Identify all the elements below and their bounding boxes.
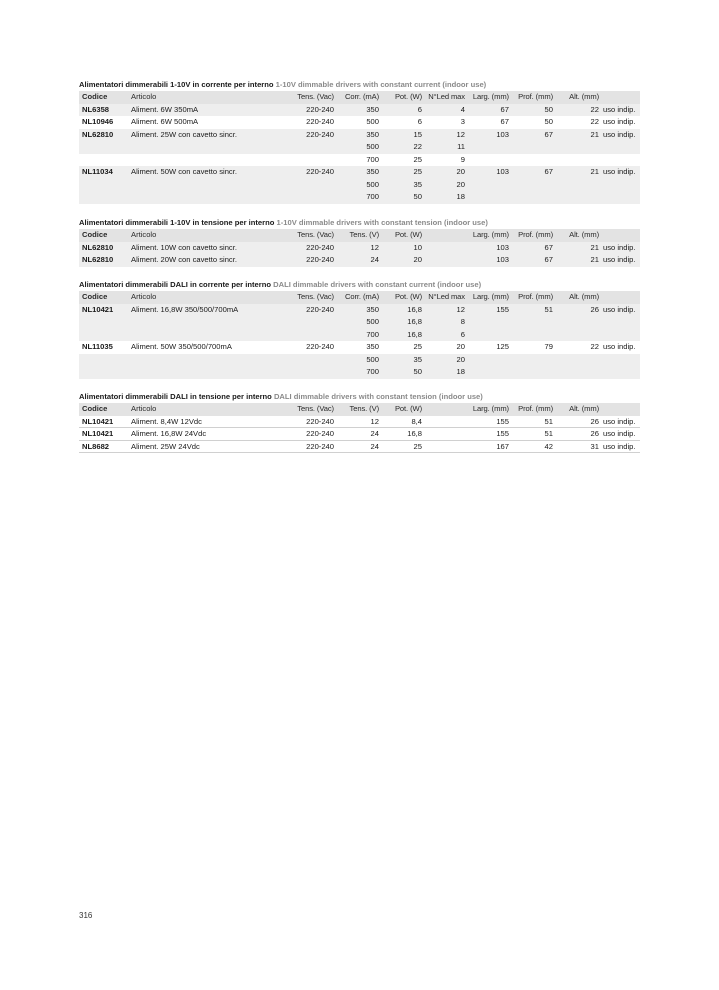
- header-prof: Prof. (mm): [518, 230, 553, 239]
- title-english: 1-10V dimmable drivers with constant tension (indoor use): [276, 218, 488, 227]
- cell-codice: NL62810: [82, 255, 114, 264]
- header-pot: Pot. (W): [394, 292, 422, 301]
- header-larg: Larg. (mm): [472, 92, 509, 101]
- header-prof: Prof. (mm): [518, 92, 553, 101]
- cell-alt: 26: [590, 304, 599, 314]
- cell-tens: 220-240: [306, 117, 334, 126]
- cell-pot: 16,8: [407, 304, 422, 314]
- cell-tens: 220-240: [306, 167, 334, 176]
- section-2: [79, 218, 640, 267]
- section-4: [79, 392, 640, 453]
- cell-prof: 67: [544, 242, 553, 252]
- cell-prof: 67: [544, 255, 553, 264]
- table-row: [79, 441, 640, 454]
- table-row: [79, 304, 640, 317]
- cell-pot: 8,4: [411, 416, 422, 426]
- cell-led: 4: [460, 104, 465, 114]
- header-corr: Tens. (V): [349, 230, 379, 239]
- table-row: [79, 191, 640, 204]
- header-alt: Alt. (mm): [569, 404, 599, 413]
- cell-codice: NL10946: [82, 117, 114, 126]
- section-title: [79, 392, 640, 403]
- table-row: [79, 316, 640, 329]
- table-header-row: [79, 291, 640, 304]
- cell-led: 12: [456, 304, 465, 314]
- cell-uso: uso indip.: [603, 441, 636, 451]
- header-prof: Prof. (mm): [518, 292, 553, 301]
- cell-pot: 6: [417, 117, 422, 126]
- cell-alt: 26: [590, 416, 599, 426]
- title-english: DALI dimmable drivers with constant current (indoor use): [273, 280, 482, 289]
- cell-codice: NL6358: [82, 104, 110, 114]
- cell-codice: NL10421: [82, 416, 114, 426]
- cell-alt: 26: [590, 429, 599, 438]
- cell-prof: 50: [544, 117, 553, 126]
- title-italian: Alimentatori dimmerabili 1-10V in tensione per interno: [79, 218, 275, 227]
- table-row: [79, 104, 640, 117]
- table-row: [79, 166, 640, 179]
- table-row: [79, 329, 640, 342]
- cell-tens: 220-240: [306, 242, 334, 252]
- cell-corr: 24: [370, 255, 379, 264]
- cell-corr: 500: [366, 117, 379, 126]
- cell-led: 20: [456, 167, 465, 176]
- page-number: 316: [79, 911, 93, 920]
- cell-tens: 220-240: [306, 104, 334, 114]
- cell-pot: 6: [417, 104, 422, 114]
- cell-prof: 51: [544, 304, 553, 314]
- table-row: [79, 341, 640, 354]
- header-corr: Corr. (mA): [344, 292, 379, 301]
- table-row: [79, 141, 640, 154]
- cell-led: 11: [457, 142, 465, 151]
- cell-larg: 155: [496, 429, 509, 438]
- cell-tens: 220-240: [306, 304, 334, 314]
- cell-alt: 21: [590, 129, 599, 139]
- cell-larg: 125: [496, 342, 509, 351]
- cell-uso: uso indip.: [603, 255, 636, 264]
- cell-corr: 700: [366, 192, 379, 201]
- cell-pot: 16,8: [407, 329, 422, 339]
- cell-corr: 500: [366, 179, 379, 189]
- cell-prof: 42: [544, 441, 553, 451]
- header-tens: Tens. (Vac): [297, 230, 334, 239]
- header-articolo: Articolo: [131, 404, 157, 413]
- cell-uso: uso indip.: [603, 342, 636, 351]
- cell-articolo: Aliment. 6W 500mA: [131, 117, 199, 126]
- title-italian: Alimentatori dimmerabili DALI in tensione per interno: [79, 392, 272, 401]
- header-alt: Alt. (mm): [569, 230, 599, 239]
- title-english: DALI dimmable drivers with constant tension (indoor use): [273, 392, 483, 401]
- cell-corr: 700: [366, 154, 379, 164]
- cell-alt: 21: [590, 255, 599, 264]
- header-articolo: Articolo: [131, 292, 157, 301]
- cell-corr: 12: [370, 416, 379, 426]
- cell-corr: 24: [370, 429, 379, 438]
- cell-pot: 25: [413, 342, 422, 351]
- section-title: [79, 280, 640, 291]
- cell-articolo: Aliment. 10W con cavetto sincr.: [131, 242, 237, 252]
- table-row: [79, 179, 640, 192]
- cell-led: 6: [460, 329, 465, 339]
- cell-pot: 25: [413, 167, 422, 176]
- cell-pot: 35: [413, 179, 422, 189]
- table-row: [79, 116, 640, 129]
- cell-pot: 25: [413, 441, 422, 451]
- cell-led: 20: [456, 354, 465, 364]
- cell-pot: 22: [413, 142, 422, 151]
- table-row: [79, 354, 640, 367]
- cell-prof: 79: [544, 342, 553, 351]
- cell-uso: uso indip.: [603, 129, 636, 139]
- cell-pot: 16,8: [407, 429, 422, 438]
- header-articolo: Articolo: [131, 92, 157, 101]
- header-led: N°Led max: [428, 92, 465, 101]
- table-row: [79, 242, 640, 255]
- header-pot: Pot. (W): [394, 404, 422, 413]
- section-3: [79, 280, 640, 379]
- cell-pot: 50: [413, 367, 422, 376]
- cell-pot: 50: [413, 192, 422, 201]
- cell-corr: 700: [366, 367, 379, 376]
- cell-prof: 50: [544, 104, 553, 114]
- cell-corr: 350: [366, 104, 379, 114]
- cell-codice: NL62810: [82, 242, 114, 252]
- cell-tens: 220-240: [306, 129, 334, 139]
- cell-prof: 67: [544, 129, 553, 139]
- cell-corr: 350: [366, 167, 379, 176]
- header-corr: Tens. (V): [349, 404, 379, 413]
- cell-larg: 155: [496, 416, 509, 426]
- cell-larg: 67: [500, 117, 509, 126]
- cell-codice: NL10421: [82, 429, 114, 438]
- header-larg: Larg. (mm): [472, 292, 509, 301]
- cell-pot: 10: [413, 242, 422, 252]
- cell-larg: 103: [496, 242, 509, 252]
- header-larg: Larg. (mm): [472, 404, 509, 413]
- header-pot: Pot. (W): [394, 92, 422, 101]
- title-italian: Alimentatori dimmerabili 1-10V in corrente per interno: [79, 80, 274, 89]
- cell-codice: NL11035: [82, 342, 113, 351]
- cell-tens: 220-240: [306, 342, 334, 351]
- cell-prof: 51: [544, 416, 553, 426]
- table-row: [79, 154, 640, 167]
- header-codice: Codice: [82, 292, 108, 301]
- cell-larg: 167: [496, 441, 509, 451]
- table-header-row: [79, 91, 640, 104]
- cell-led: 20: [456, 179, 465, 189]
- cell-articolo: Aliment. 6W 350mA: [131, 104, 199, 114]
- cell-prof: 67: [544, 167, 553, 176]
- cell-alt: 21: [590, 242, 599, 252]
- section-title: [79, 80, 640, 91]
- table-header-row: [79, 229, 640, 242]
- cell-uso: uso indip.: [603, 429, 636, 438]
- header-codice: Codice: [82, 230, 108, 239]
- cell-corr: 350: [366, 342, 379, 351]
- cell-pot: 35: [413, 354, 422, 364]
- header-pot: Pot. (W): [394, 230, 422, 239]
- cell-uso: uso indip.: [603, 117, 636, 126]
- cell-led: 3: [460, 117, 465, 126]
- cell-led: 8: [460, 317, 465, 326]
- cell-codice: NL10421: [82, 304, 114, 314]
- cell-pot: 25: [413, 154, 422, 164]
- cell-uso: uso indip.: [603, 167, 636, 176]
- cell-pot: 16,8: [407, 317, 422, 326]
- cell-led: 20: [456, 342, 465, 351]
- cell-alt: 21: [590, 167, 599, 176]
- cell-tens: 220-240: [306, 441, 334, 451]
- cell-uso: uso indip.: [603, 242, 636, 252]
- cell-led: 9: [460, 154, 465, 164]
- table-row: [79, 129, 640, 142]
- cell-articolo: Aliment. 16,8W 350/500/700mA: [131, 304, 239, 314]
- cell-alt: 31: [590, 441, 599, 451]
- header-prof: Prof. (mm): [518, 404, 553, 413]
- cell-uso: uso indip.: [603, 104, 636, 114]
- cell-corr: 500: [366, 354, 379, 364]
- cell-articolo: Aliment. 50W 350/500/700mA: [131, 342, 232, 351]
- cell-tens: 220-240: [306, 429, 334, 438]
- cell-uso: uso indip.: [603, 304, 636, 314]
- cell-larg: 103: [496, 129, 509, 139]
- table-row: [79, 416, 640, 429]
- cell-corr: 350: [366, 129, 379, 139]
- header-codice: Codice: [82, 404, 108, 413]
- header-alt: Alt. (mm): [569, 292, 599, 301]
- title-italian: Alimentatori dimmerabili DALI in corrente per interno: [79, 280, 271, 289]
- cell-corr: 24: [370, 441, 379, 451]
- table-header-row: [79, 403, 640, 416]
- cell-larg: 103: [496, 255, 509, 264]
- cell-corr: 350: [366, 304, 379, 314]
- table-row: [79, 428, 640, 441]
- cell-alt: 22: [590, 104, 599, 114]
- cell-codice: NL62810: [82, 129, 114, 139]
- cell-led: 18: [456, 192, 465, 201]
- header-alt: Alt. (mm): [569, 92, 599, 101]
- cell-pot: 20: [413, 255, 422, 264]
- cell-articolo: Aliment. 16,8W 24Vdc: [131, 429, 207, 438]
- cell-led: 18: [456, 367, 465, 376]
- cell-codice: NL11034: [82, 167, 113, 176]
- header-tens: Tens. (Vac): [297, 92, 334, 101]
- cell-articolo: Aliment. 50W con cavetto sincr.: [131, 167, 237, 176]
- header-tens: Tens. (Vac): [297, 292, 334, 301]
- cell-led: 12: [456, 129, 465, 139]
- section-1: [79, 80, 640, 204]
- header-led: N°Led max: [428, 292, 465, 301]
- title-english: 1-10V dimmable drivers with constant current (indoor use): [275, 80, 487, 89]
- cell-uso: uso indip.: [603, 416, 636, 426]
- table-row: [79, 254, 640, 267]
- cell-alt: 22: [590, 117, 599, 126]
- cell-articolo: Aliment. 8,4W 12Vdc: [131, 416, 202, 426]
- cell-codice: NL8682: [82, 441, 110, 451]
- cell-corr: 500: [366, 317, 379, 326]
- table-row: [79, 366, 640, 379]
- cell-tens: 220-240: [306, 416, 334, 426]
- cell-larg: 155: [496, 304, 509, 314]
- cell-corr: 500: [366, 142, 379, 151]
- header-articolo: Articolo: [131, 230, 157, 239]
- cell-pot: 15: [413, 129, 422, 139]
- cell-articolo: Aliment. 25W con cavetto sincr.: [131, 129, 237, 139]
- cell-larg: 103: [496, 167, 509, 176]
- section-title: [79, 218, 640, 229]
- cell-articolo: Aliment. 25W 24Vdc: [131, 441, 200, 451]
- cell-corr: 700: [366, 329, 379, 339]
- cell-tens: 220-240: [306, 255, 334, 264]
- header-codice: Codice: [82, 92, 108, 101]
- cell-prof: 51: [544, 429, 553, 438]
- header-corr: Corr. (mA): [344, 92, 379, 101]
- header-tens: Tens. (Vac): [297, 404, 334, 413]
- cell-larg: 67: [500, 104, 509, 114]
- cell-corr: 12: [370, 242, 379, 252]
- header-larg: Larg. (mm): [472, 230, 509, 239]
- cell-alt: 22: [590, 342, 599, 351]
- cell-articolo: Aliment. 20W con cavetto sincr.: [131, 255, 237, 264]
